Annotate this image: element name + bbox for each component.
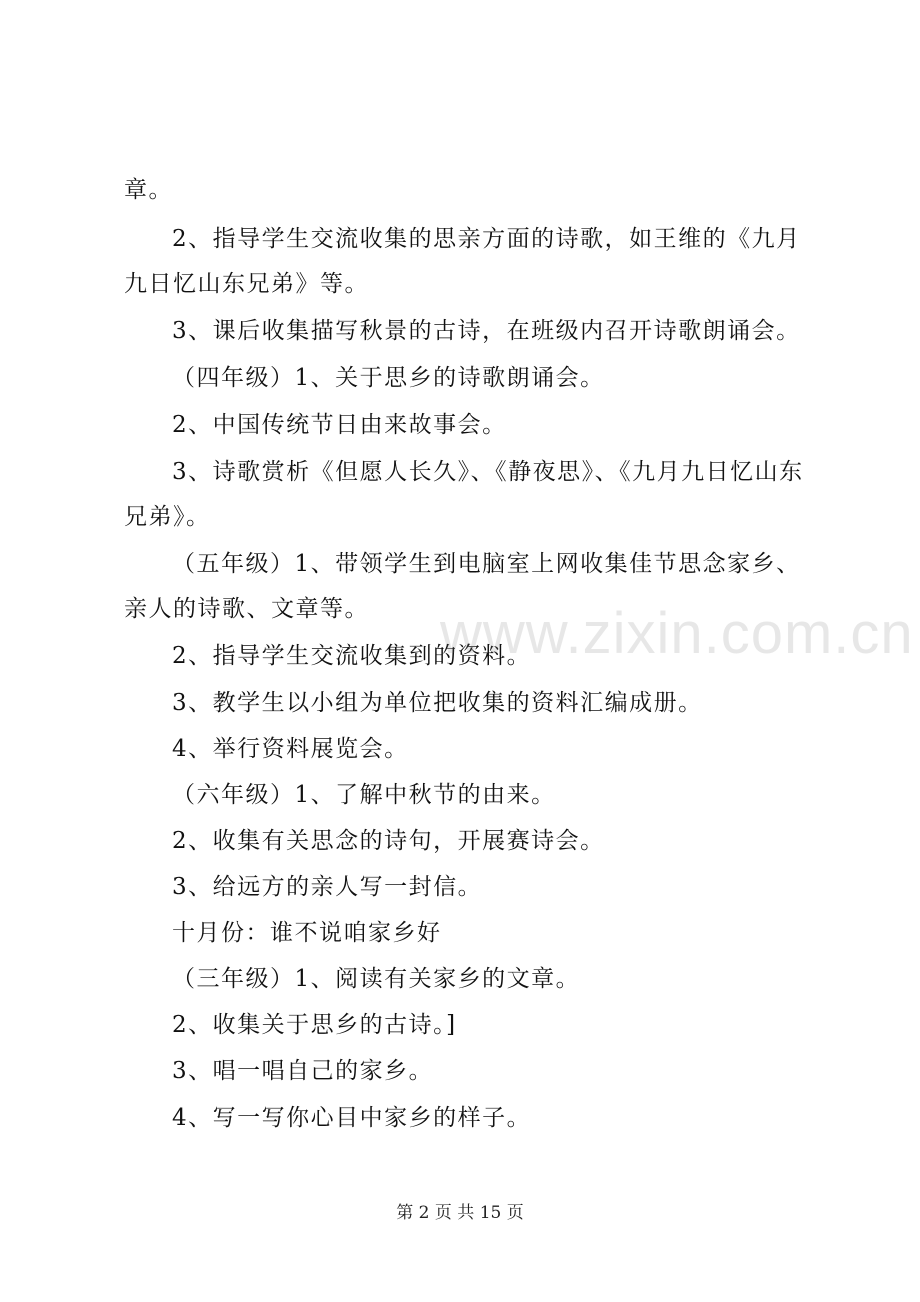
- text-line-13: 4、举行资料展览会。: [172, 736, 409, 762]
- text-line-17: 十月份：谁不说咱家乡好: [172, 920, 442, 946]
- text-line-9: （五年级）1、带领学生到电脑室上网收集佳节思念家乡、: [172, 551, 801, 577]
- text-line-19: 2、收集关于思乡的古诗。]: [172, 1012, 457, 1038]
- text-line-18: （三年级）1、阅读有关家乡的文章。: [172, 966, 581, 992]
- text-line-12: 3、教学生以小组为单位把收集的资料汇编成册。: [172, 690, 703, 716]
- text-line-20: 3、唱一唱自己的家乡。: [172, 1058, 434, 1084]
- text-line-8: 兄弟》。: [124, 504, 211, 530]
- text-line-6: 2、中国传统节日由来故事会。: [172, 412, 507, 438]
- text-line-11: 2、指导学生交流收集到的资料。: [172, 643, 532, 669]
- text-line-4: 3、课后收集描写秋景的古诗，在班级内召开诗歌朗诵会。: [172, 318, 801, 344]
- text-line-1: 章。: [124, 177, 173, 203]
- text-line-16: 3、给远方的亲人写一封信。: [172, 874, 483, 900]
- text-line-10: 亲人的诗歌、文章等。: [124, 596, 369, 622]
- text-line-2: 2、指导学生交流收集的思亲方面的诗歌，如王维的《九月: [172, 226, 801, 252]
- text-line-3: 九日忆山东兄弟》等。: [124, 271, 369, 297]
- text-line-7: 3、诗歌赏析《但愿人长久》、《静夜思》、《九月九日忆山东: [172, 459, 804, 485]
- watermark: www.zixin.com.cn: [440, 601, 914, 666]
- text-line-5: （四年级）1、关于思乡的诗歌朗诵会。: [172, 365, 605, 391]
- page-footer: 第 2 页 共 15 页: [396, 1203, 524, 1223]
- text-line-21: 4、写一写你心目中家乡的样子。: [172, 1105, 532, 1131]
- text-line-14: （六年级）1、了解中秋节的由来。: [172, 782, 556, 808]
- text-line-15: 2、收集有关思念的诗句，开展赛诗会。: [172, 828, 605, 854]
